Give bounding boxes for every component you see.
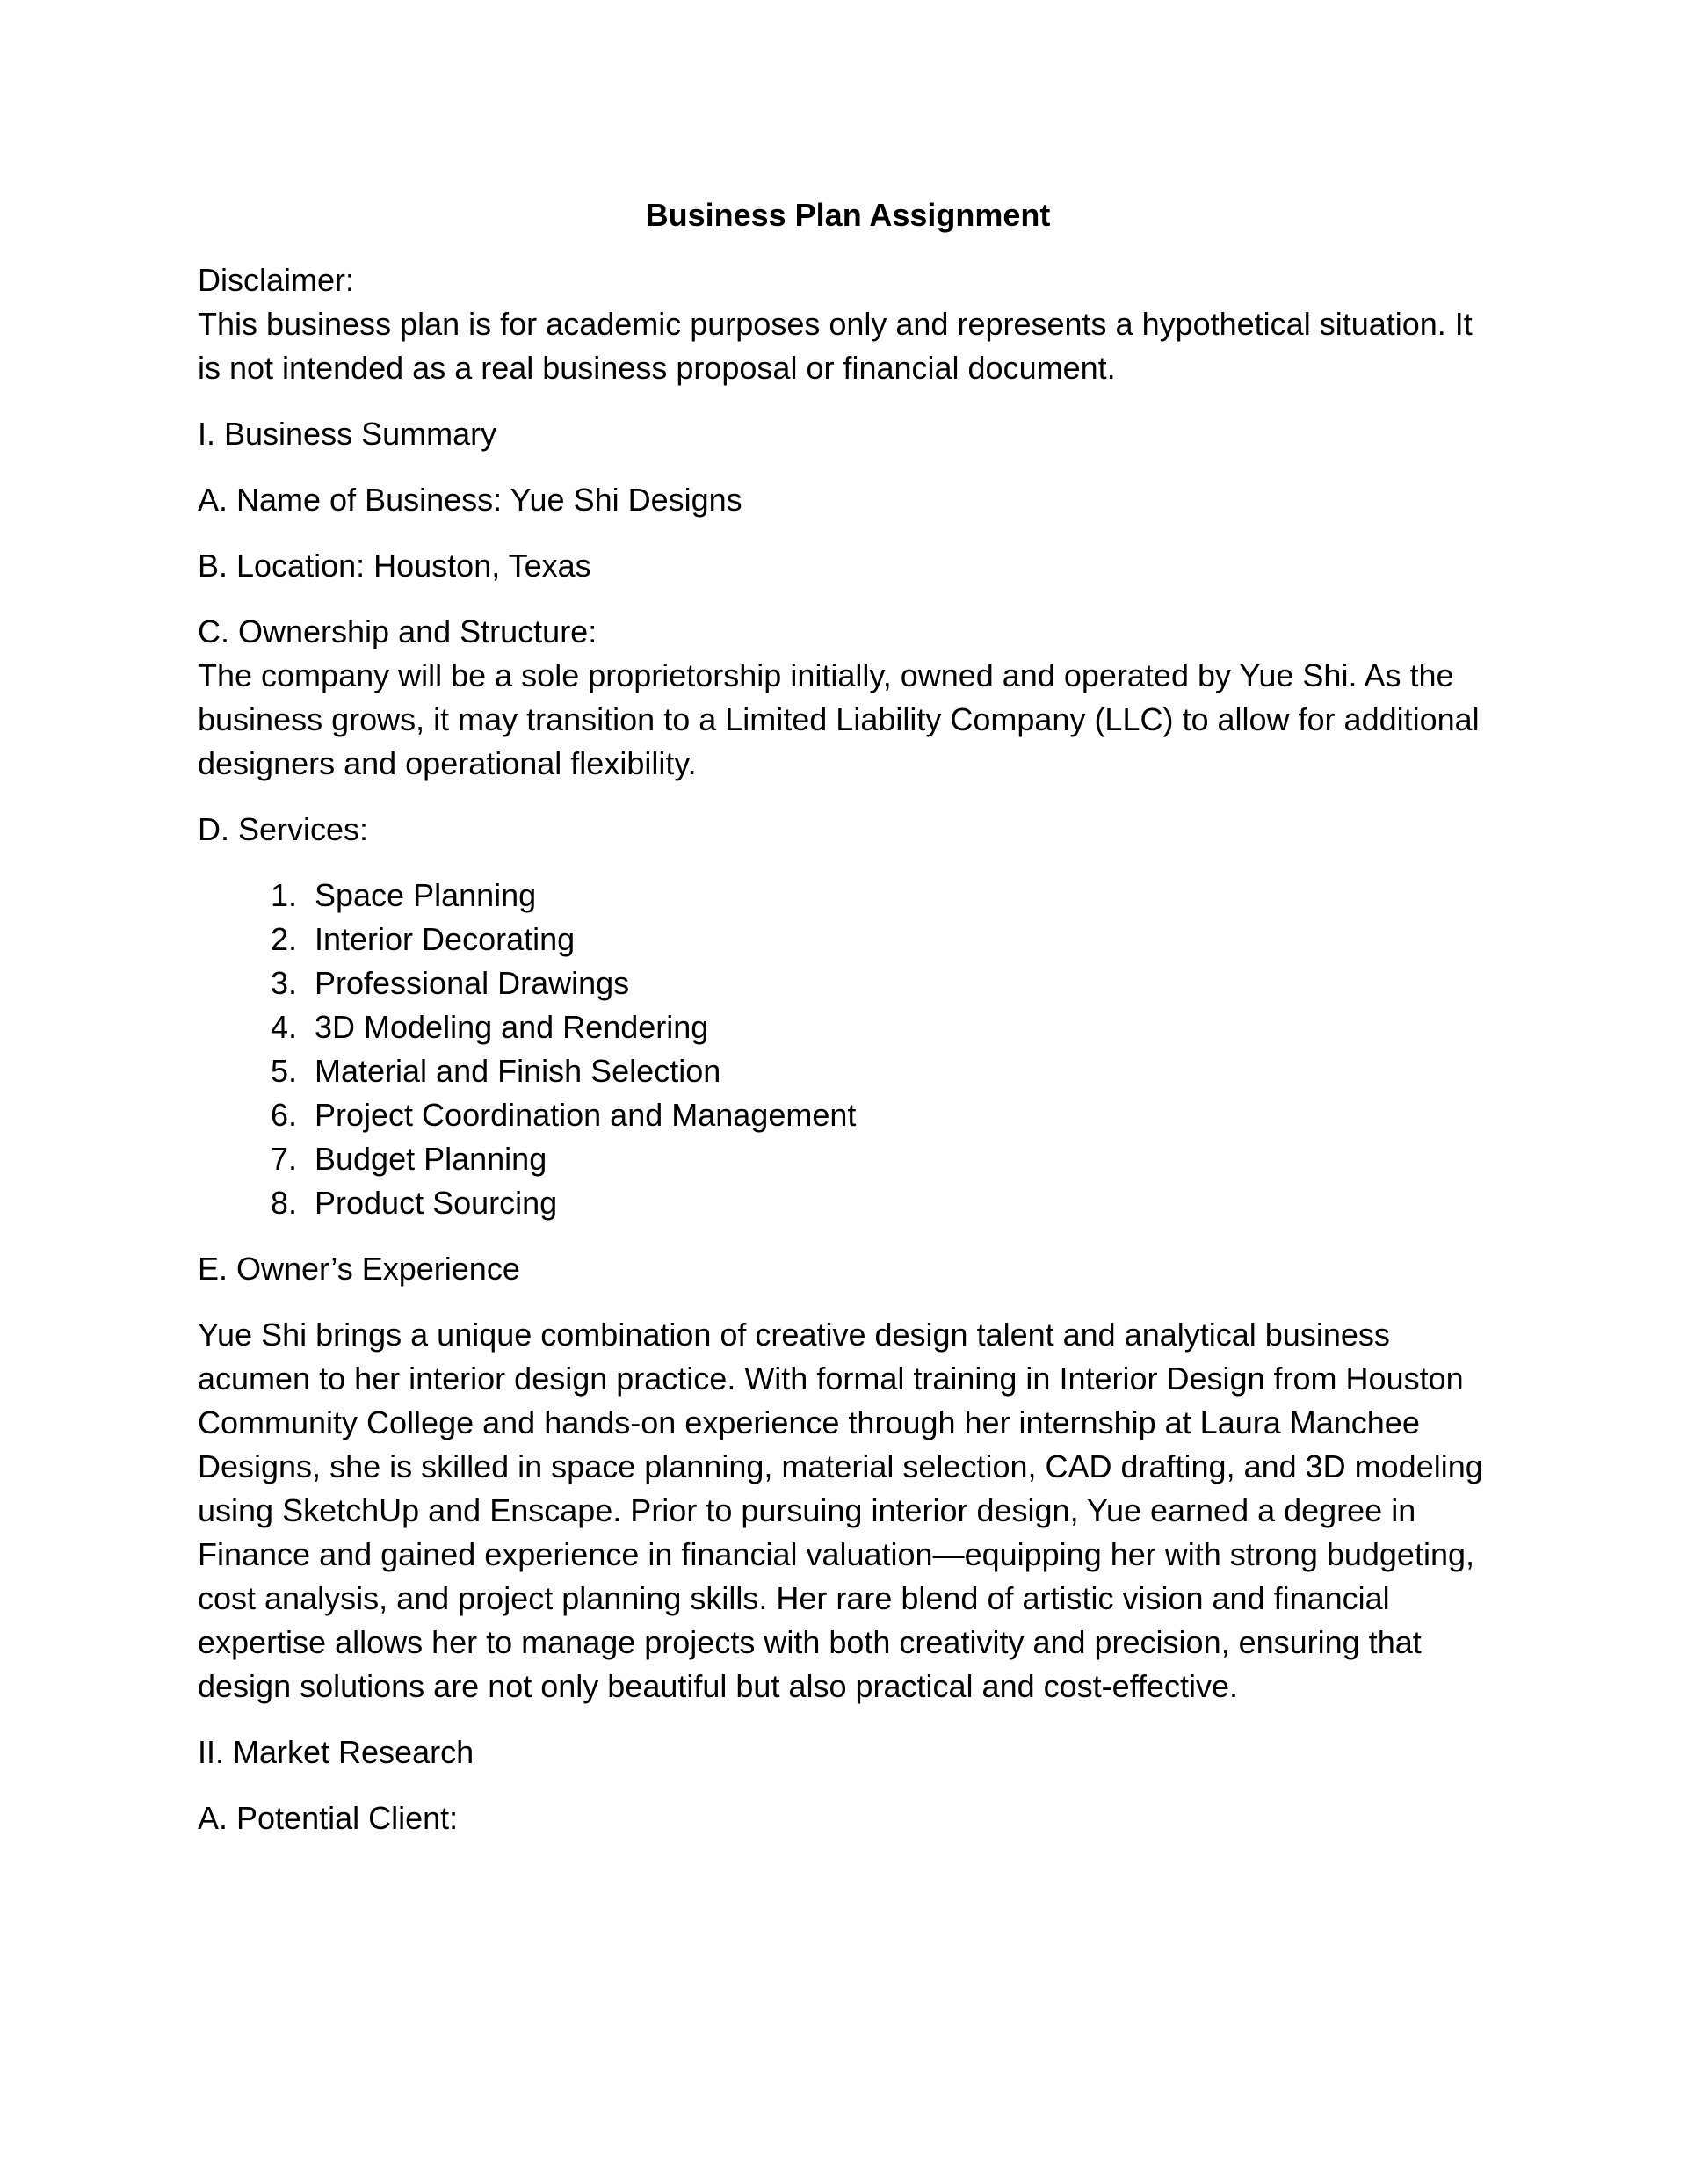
list-item-number: 8. xyxy=(270,1185,297,1221)
list-item-number: 1. xyxy=(270,877,297,913)
list-item-text: Project Coordination and Management xyxy=(315,1097,857,1133)
services-heading: D. Services: xyxy=(198,811,369,847)
disclaimer xyxy=(198,258,1498,390)
list-item-text: Interior Decorating xyxy=(315,921,576,957)
ownership-text: The company will be a sole proprietorship initially, owned and operated by Yue Shi. As the business grows, it may transition to a Limited Liability Company (LLC) to allow for additional designers and operational flexibility. xyxy=(198,657,1480,781)
list-item xyxy=(246,1137,1498,1181)
list-item xyxy=(246,874,1498,918)
list-item xyxy=(246,961,1498,1005)
list-item xyxy=(246,1005,1498,1049)
list-item-text: Material and Finish Selection xyxy=(315,1053,721,1089)
list-item-number: 3. xyxy=(270,965,297,1001)
list-item-number: 2. xyxy=(270,921,297,957)
list-item-text: Budget Planning xyxy=(315,1141,547,1177)
name-of-business: A. Name of Business: Yue Shi Designs xyxy=(198,482,742,518)
list-item xyxy=(246,1093,1498,1137)
list-item-number: 7. xyxy=(270,1141,297,1177)
services-list xyxy=(198,874,1498,1225)
list-item-text: Product Sourcing xyxy=(315,1185,558,1221)
ownership-structure xyxy=(198,610,1498,786)
list-item xyxy=(246,918,1498,961)
experience-heading: E. Owner’s Experience xyxy=(198,1251,520,1287)
disclaimer-label: Disclaimer: xyxy=(198,262,355,298)
section-heading-business-summary: I. Business Summary xyxy=(198,416,497,452)
disclaimer-text: This business plan is for academic purposes only and represents a hypothetical situation. It is not intended as a real business proposal or financial document. xyxy=(198,306,1473,386)
list-item-text: Space Planning xyxy=(315,877,537,913)
list-item-number: 6. xyxy=(270,1097,297,1133)
section-heading-market-research: II. Market Research xyxy=(198,1734,474,1770)
document-title: Business Plan Assignment xyxy=(645,197,1051,233)
location: B. Location: Houston, Texas xyxy=(198,548,591,584)
document-page xyxy=(198,193,1498,1862)
list-item xyxy=(246,1181,1498,1225)
experience-text: Yue Shi brings a unique combination of creative design talent and analytical business acumen to her interior design practice. With formal training in Interior Design from Houston Community College and hands-on experience through her internship at Laura Manchee Designs, she is skilled in space planning, material selection, CAD drafting, and 3D modeling using SketchUp and Enscape. Prior to pursuing interior design, Yue earned a degree in Finance and gained experience in financial valuation—equipping her with strong budgeting, cost analysis, and project planning skills. Her rare blend of artistic vision and financial expertise allows her to manage projects with both creativity and precision, ensuring that design solutions are not only beautiful but also practical and cost-effective. xyxy=(198,1317,1483,1704)
list-item xyxy=(246,1049,1498,1093)
list-item-number: 5. xyxy=(270,1053,297,1089)
list-item-text: Professional Drawings xyxy=(315,965,630,1001)
list-item-number: 4. xyxy=(270,1009,297,1045)
potential-client-heading: A. Potential Client: xyxy=(198,1800,459,1836)
list-item-text: 3D Modeling and Rendering xyxy=(315,1009,709,1045)
ownership-heading: C. Ownership and Structure: xyxy=(198,613,597,649)
